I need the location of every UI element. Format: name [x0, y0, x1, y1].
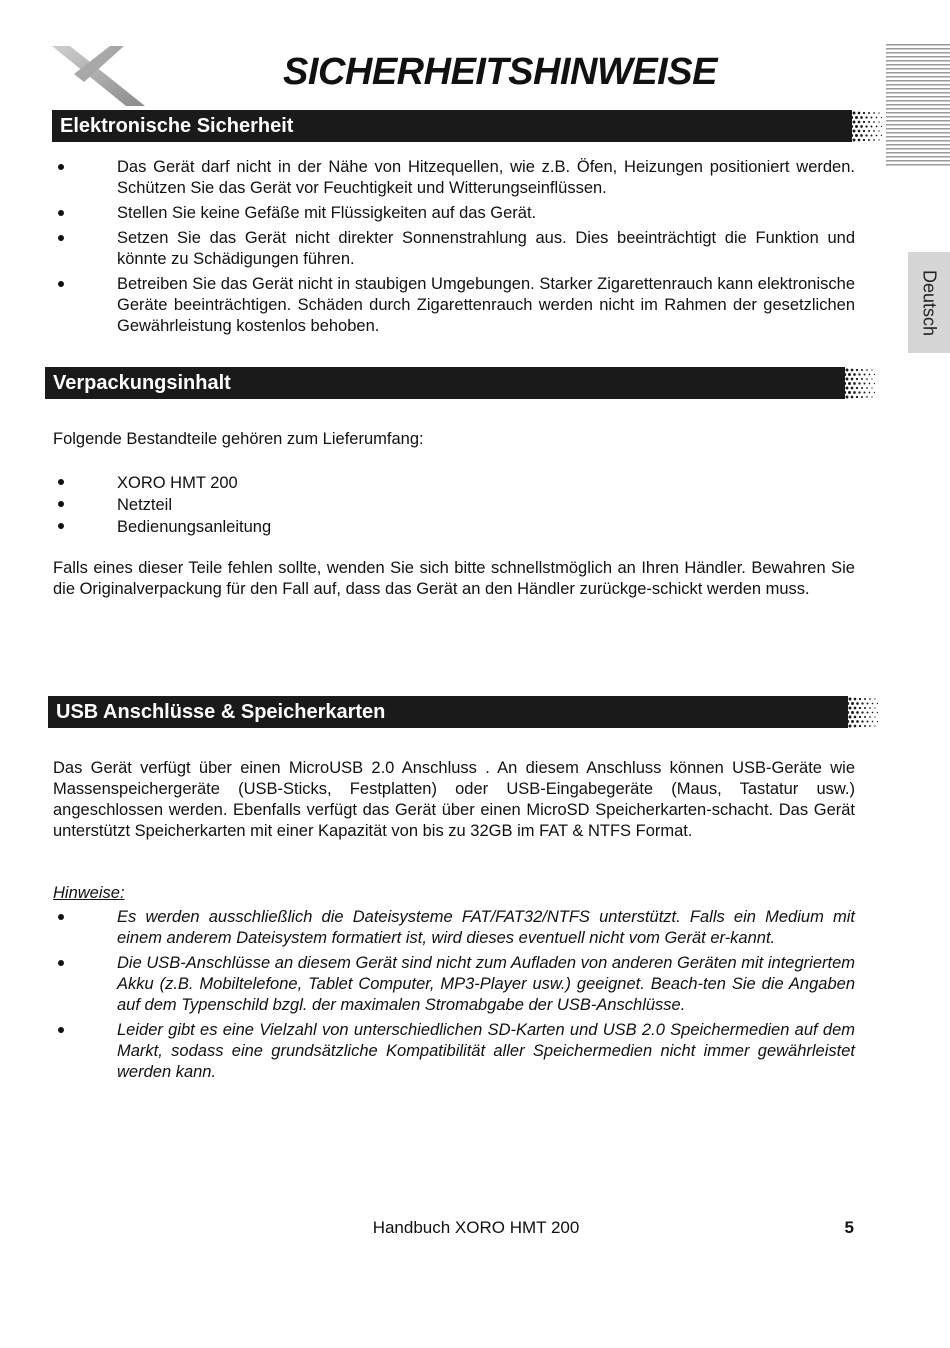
section-heading-usb: [48, 696, 848, 728]
section-heading-text: Elektronische Sicherheit: [60, 115, 294, 137]
section-heading-text: Verpackungsinhalt: [53, 372, 231, 394]
list-item: Die USB-Anschlüsse an diesem Gerät sind nicht zum Aufladen von anderen Geräten mit integriertem Akku (z.B. Mobiltelefone, Tablet Computer, MP3-Player usw.) geeignet. Beach-ten Sie die Angaben auf dem Typenschild bzgl. der maximalen Stromabgabe der USB-Anschlüsse.: [53, 953, 855, 1016]
list-item: Bedienungsanleitung: [53, 516, 855, 538]
list-item: Es werden ausschließlich die Dateisysteme FAT/FAT32/NTFS unterstützt. Falls ein Medium mit einem anderem Dateisystem formatiert ist, wird dieses eventuell nicht vom Gerät er-kannt.: [53, 907, 855, 949]
halftone-dots-icon: [836, 696, 878, 728]
page-number: 5: [844, 1218, 854, 1237]
list-item: Betreiben Sie das Gerät nicht in staubigen Umgebungen. Starker Zigarettenrauch kann elektronische Geräte beeinträchtigen. Schäden durch Zigarettenrauch werden nicht im Rahmen der gesetzlichen Gewährleistung kostenlos behoben.: [53, 274, 855, 337]
usb-hints-list: [53, 907, 855, 1083]
list-item: Das Gerät darf nicht in der Nähe von Hitzequellen, wie z.B. Öfen, Heizungen positioniert werden. Schützen Sie das Gerät vor Feuchtigkeit und Witterungseinflüssen.: [53, 157, 855, 199]
footer-manual-title: Handbuch XORO HMT 200: [372, 1218, 580, 1237]
list-item: Netzteil: [53, 494, 855, 516]
halftone-dots-icon: [840, 110, 882, 142]
halftone-dots-icon: [833, 367, 875, 399]
usb-paragraph: Das Gerät verfügt über einen MicroUSB 2.0 Anschluss . An diesem Anschluss können USB-Geräte wie Massenspeichergeräte (USB-Sticks, Festplatten) oder USB-Eingabegeräte (Maus, Tastatur usw.) angeschlossen werden. Ebenfalls verfügt das Gerät über einen MicroSD Speicherkarten-schacht. Das Gerät unterstützt Speicherkarten mit einer Kapazität von bis zu 32GB im FAT & NTFS Format.: [53, 759, 855, 840]
hints-label: Hinweise:: [53, 884, 125, 902]
language-tab[interactable]: [908, 252, 950, 353]
list-item: XORO HMT 200: [53, 472, 855, 494]
list-item: Leider gibt es eine Vielzahl von unterschiedlichen SD-Karten und USB 2.0 Speichermedien auf dem Markt, sodass eine grundsätzliche Kompatibilität aller Speichermedien nicht immer gewährleistet werden kann.: [53, 1020, 855, 1083]
electronic-safety-list: [53, 157, 855, 337]
package-outro: Falls eines dieser Teile fehlen sollte, wenden Sie sich bitte schnellstmöglich an Ihren Händler. Bewahren Sie die Originalverpackung für den Fall auf, dass das Gerät an den Händler zurückge-schickt werden muss.: [53, 559, 855, 598]
section-heading-text: USB Anschlüsse & Speicherkarten: [56, 701, 386, 723]
package-intro: Folgende Bestandteile gehören zum Lieferumfang:: [53, 430, 424, 448]
section-heading-package-contents: [45, 367, 845, 399]
list-item: Setzen Sie das Gerät nicht direkter Sonnenstrahlung aus. Dies beeinträchtigt die Funktion und könnte zu Schädigungen führen.: [53, 228, 855, 270]
xoro-logo-icon: [50, 42, 150, 108]
package-items-list: [53, 472, 855, 538]
section-heading-electronic-safety: [52, 110, 852, 142]
list-item: Stellen Sie keine Gefäße mit Flüssigkeiten auf das Gerät.: [53, 203, 855, 224]
language-tab-label: Deutsch: [919, 269, 940, 336]
stripe-decoration: [886, 44, 950, 170]
page-title: SICHERHEITSHINWEISE: [283, 51, 717, 93]
